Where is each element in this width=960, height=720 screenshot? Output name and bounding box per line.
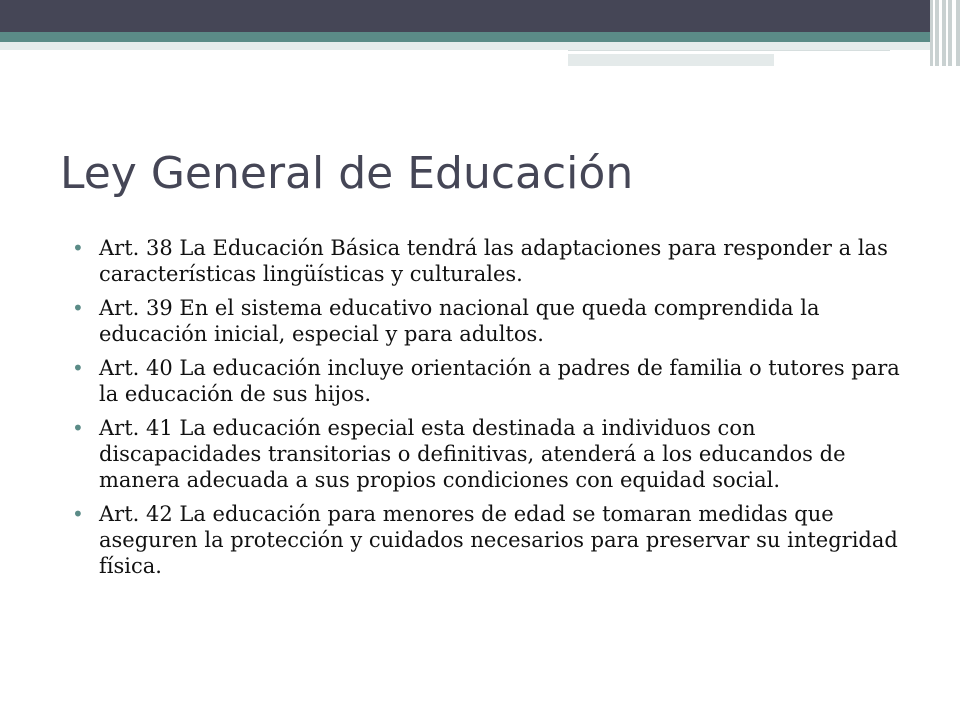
bullet-text: Art. 38 La Educación Básica tendrá las adaptaciones para responder a las características lingüísticas y culturales. bbox=[99, 236, 888, 286]
header-light-band bbox=[0, 42, 930, 50]
bullet-dot-icon: • bbox=[72, 502, 84, 526]
bullet-dot-icon: • bbox=[72, 356, 84, 380]
bullet-list bbox=[72, 235, 917, 587]
slide-title: Ley General de Educación bbox=[60, 148, 634, 199]
corner-stripes-decoration bbox=[930, 0, 960, 66]
bullet-dot-icon: • bbox=[72, 296, 84, 320]
header-dark-band bbox=[0, 0, 960, 32]
bullet-text: Art. 40 La educación incluye orientación a padres de familia o tutores para la educación de sus hijos. bbox=[99, 356, 900, 406]
bullet-dot-icon: • bbox=[72, 236, 84, 260]
bullet-item-art-41 bbox=[72, 415, 917, 493]
bullet-text: Art. 41 La educación especial esta destinada a individuos con discapacidades transitorias o definitivas, atenderá a los educandos de manera adecuada a sus propios condiciones con equidad social. bbox=[99, 416, 846, 492]
bullet-dot-icon: • bbox=[72, 416, 84, 440]
bullet-text: Art. 39 En el sistema educativo nacional que queda comprendida la educación inicial, especial y para adultos. bbox=[99, 296, 820, 346]
bullet-text: Art. 42 La educación para menores de edad se tomaran medidas que aseguren la protección y cuidados necesarios para preservar su integridad física. bbox=[99, 502, 898, 578]
bullet-item-art-38 bbox=[72, 235, 917, 287]
bullet-item-art-39 bbox=[72, 295, 917, 347]
bullet-item-art-42 bbox=[72, 501, 917, 579]
header-accent-band bbox=[0, 32, 930, 42]
header-step-band bbox=[568, 54, 774, 66]
bullet-item-art-40 bbox=[72, 355, 917, 407]
